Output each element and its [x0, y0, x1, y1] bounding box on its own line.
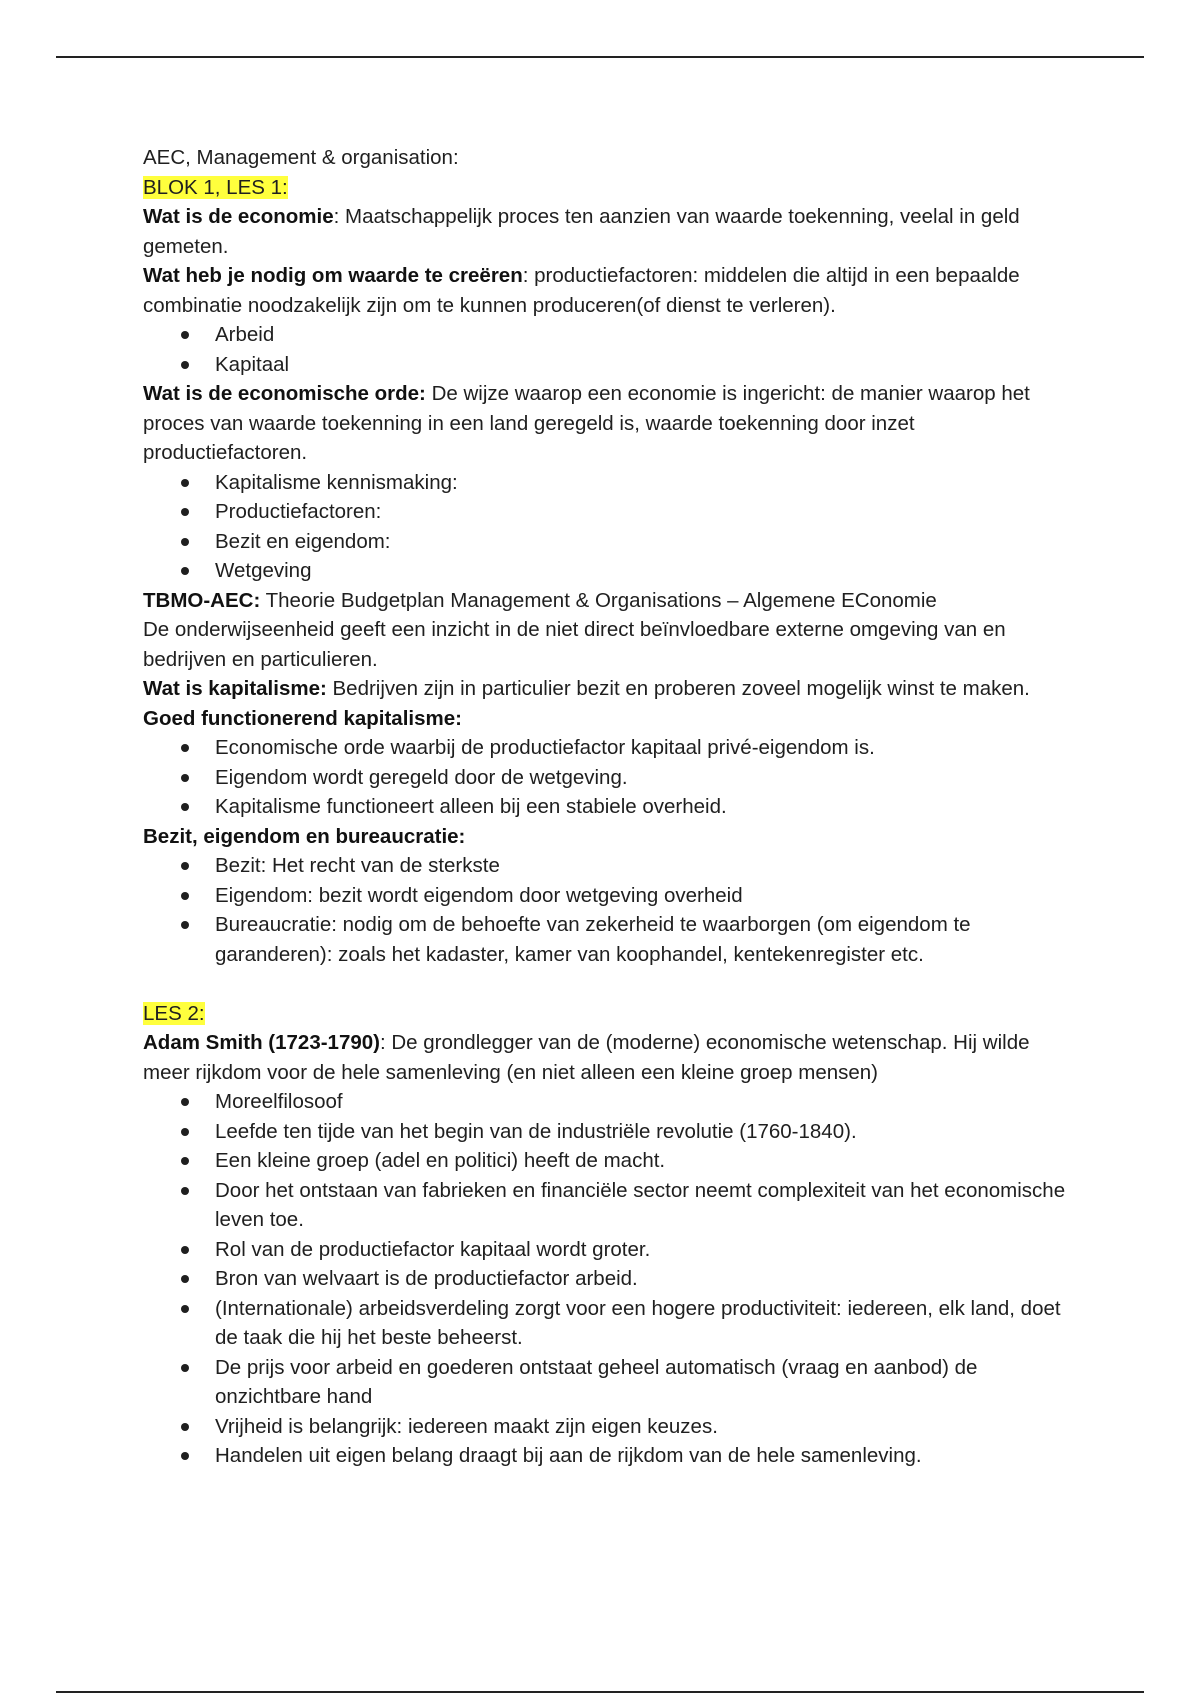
bullet-icon	[181, 921, 189, 929]
list-item: Moreelfilosoof	[143, 1087, 1068, 1117]
list-item: Kapitaal	[143, 350, 1068, 380]
list-item: Eigendom wordt geregeld door de wetgeving.	[143, 763, 1068, 793]
list-item: Een kleine groep (adel en politici) heeft de macht.	[143, 1146, 1068, 1176]
document-title: AEC, Management & organisation:	[143, 146, 459, 169]
paragraph-adam-smith	[143, 1028, 1068, 1087]
bullet-icon	[181, 508, 189, 516]
list-item: Productiefactoren:	[143, 497, 1068, 527]
paragraph-waarde	[143, 261, 1068, 320]
bullet-icon	[181, 1275, 189, 1283]
list-item: Bron van welvaart is de productiefactor arbeid.	[143, 1264, 1068, 1294]
bullet-icon	[181, 1098, 189, 1106]
bullet-icon	[181, 1187, 189, 1195]
list-item: Economische orde waarbij de productiefactor kapitaal privé-eigendom is.	[143, 733, 1068, 763]
bullet-icon	[181, 1423, 189, 1431]
bullet-icon	[181, 1305, 189, 1313]
paragraph-economische-orde	[143, 379, 1068, 468]
term-economie: Wat is de economie	[143, 205, 334, 228]
highlighted-heading: LES 2:	[143, 1001, 205, 1025]
bullet-icon	[181, 331, 189, 339]
list-item: De prijs voor arbeid en goederen ontstaat geheel automatisch (vraag en aanbod) de onzichtbare hand	[143, 1353, 1068, 1412]
list-item: Kapitalisme functioneert alleen bij een stabiele overheid.	[143, 792, 1068, 822]
list-item: Bezit: Het recht van de sterkste	[143, 851, 1068, 881]
list-item: (Internationale) arbeidsverdeling zorgt voor een hogere productiviteit: iedereen, elk land, doet de taak die hij het beste beheerst.	[143, 1294, 1068, 1353]
term-tbmo: TBMO-AEC:	[143, 588, 261, 612]
list-item: Kapitalisme kennismaking:	[143, 468, 1068, 498]
term-economische-orde: Wat is de economische orde:	[143, 382, 426, 405]
list-item: Rol van de productiefactor kapitaal wordt groter.	[143, 1235, 1068, 1265]
list-item: Bureaucratie: nodig om de behoefte van zekerheid te waarborgen (om eigendom te garanderen): zoals het kadaster, kamer van koophandel, kentekenregister etc.	[143, 910, 1068, 969]
bullet-icon	[181, 774, 189, 782]
bullet-icon	[181, 892, 189, 900]
definition-waarde: : productiefactoren: middelen die altijd in een bepaalde combinatie noodzakelijk zijn om te kunnen produceren(of dienst te verleren).	[143, 264, 1020, 317]
bullet-icon	[181, 1364, 189, 1372]
list-item: Vrijheid is belangrijk: iedereen maakt zijn eigen keuzes.	[143, 1412, 1068, 1442]
bullet-icon	[181, 567, 189, 575]
bullet-icon	[181, 1128, 189, 1136]
footer-rule	[56, 1691, 1144, 1693]
section-heading-blok1	[143, 173, 1068, 203]
bullet-icon	[181, 1157, 189, 1165]
list-item: Arbeid	[143, 320, 1068, 350]
bullet-icon	[181, 744, 189, 752]
definition-economie: : Maatschappelijk proces ten aanzien van waarde toekenning, veelal in geld gemeten.	[143, 205, 1020, 258]
definition-adam-smith: : De grondlegger van de (moderne) economische wetenschap. Hij wilde meer rijkdom voor de hele samenleving (en niet alleen een kleine groep mensen)	[143, 1031, 1030, 1084]
term-adam-smith: Adam Smith (1723-1790)	[143, 1031, 380, 1054]
term-waarde: Wat heb je nodig om waarde te creëren	[143, 264, 523, 287]
list-item: Wetgeving	[143, 556, 1068, 586]
heading-bezit-eigendom: Bezit, eigendom en bureaucratie:	[143, 824, 466, 848]
bullet-list-adam-smith	[143, 1087, 1068, 1471]
bullet-icon	[181, 538, 189, 546]
bullet-list-productiefactoren	[143, 320, 1068, 379]
heading-goed-functionerend: Goed functionerend kapitalisme:	[143, 706, 462, 730]
bullet-icon	[181, 361, 189, 369]
list-item: Eigendom: bezit wordt eigendom door wetgeving overheid	[143, 881, 1068, 911]
term-kapitalisme: Wat is kapitalisme:	[143, 677, 327, 700]
bullet-list-bezit-eigendom	[143, 851, 1068, 969]
paragraph-kapitalisme	[143, 674, 1068, 704]
bullet-icon	[181, 1452, 189, 1460]
definition-tbmo: Theorie Budgetplan Management & Organisations – Algemene EConomie	[260, 588, 937, 612]
list-item: Bezit en eigendom:	[143, 527, 1068, 557]
bullet-icon	[181, 479, 189, 487]
list-item: Handelen uit eigen belang draagt bij aan de rijkdom van de hele samenleving.	[143, 1441, 1068, 1471]
header-rule	[56, 56, 1144, 58]
bullet-icon	[181, 803, 189, 811]
bullet-list-economische-orde	[143, 468, 1068, 586]
bullet-icon	[181, 862, 189, 870]
highlighted-heading: BLOK 1, LES 1:	[143, 175, 288, 199]
bullet-icon	[181, 1246, 189, 1254]
list-item: Door het ontstaan van fabrieken en financiële sector neemt complexiteit van het economische leven toe.	[143, 1176, 1068, 1235]
section-heading-les2	[143, 999, 1068, 1029]
paragraph-tbmo	[143, 586, 1068, 616]
list-item: Leefde ten tijde van het begin van de industriële revolutie (1760-1840).	[143, 1117, 1068, 1147]
paragraph-onderwijseenheid: De onderwijseenheid geeft een inzicht in de niet direct beïnvloedbare externe omgeving van en bedrijven en particulieren.	[143, 618, 1006, 671]
definition-economische-orde: De wijze waarop een economie is ingericht: de manier waarop het proces van waarde toekenning in een land geregeld is, waarde toekenning door inzet productiefactoren.	[143, 382, 1030, 464]
document-body	[143, 143, 1068, 1471]
definition-kapitalisme: Bedrijven zijn in particulier bezit en proberen zoveel mogelijk winst te maken.	[326, 677, 1030, 700]
bullet-list-goed-functionerend	[143, 733, 1068, 822]
blank-line	[143, 969, 1068, 999]
paragraph-economie	[143, 202, 1068, 261]
